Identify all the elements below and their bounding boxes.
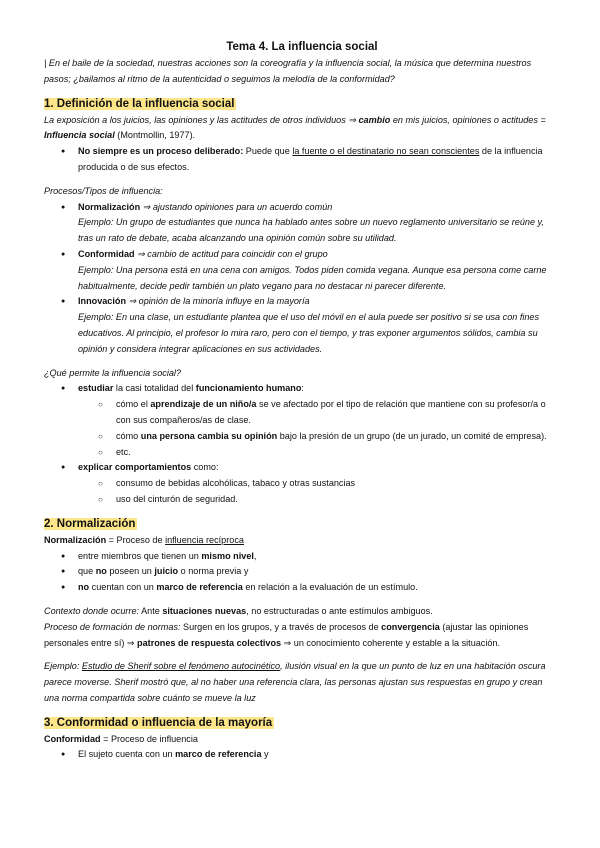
s2-definition: Normalización = Proceso de influencia recíproca (44, 534, 244, 545)
list-item: ● No siempre es un proceso deliberado: Puede que la fuente o el destinatario no sean conscientes de la influencia producida o de sus efectos. (44, 144, 560, 176)
tipos-list (44, 200, 560, 358)
sub-list-item: ○ cómo el aprendizaje de un niño/a se ve afectado por el tipo de relación que mantiene con su profesor/a o con sus compañeros/as de clase. (44, 397, 560, 429)
list-item: ● El sujeto cuenta con un marco de referencia y (44, 747, 560, 763)
s1-bullet-list (44, 144, 560, 176)
tipos-label: Procesos/Tipos de influencia: (44, 185, 163, 196)
list-item: ● no cuentan con un marco de referencia en relación a la evaluación de un estímulo. (44, 580, 560, 596)
s2-example: Ejemplo: Estudio de Sherif sobre el fenómeno autocinético, ilusión visual en la que un punto de luz en una habitación oscura parece moverse. Sherif mostró que, al no haber una referencia clara, las personas ajustan sus respuestas en grupo y crean una norma compartida sobre cuánto se mueve la luz (44, 661, 546, 703)
sub-list (44, 397, 560, 460)
permite-list (44, 381, 560, 507)
list-item: ● Innovación ⇒ opinión de la minoría influye en la mayoría Ejemplo: En una clase, un estudiante plantea que el uso del móvil en el aula puede ser positivo si se usa con fines educativos. Al principio, el profesor lo mira raro, pero con el tiempo, y tras exponer argumentos sólidos, cambia su opinión y considera integrar aplicaciones en sus actividades. (44, 294, 560, 357)
example-text: Ejemplo: En una clase, un estudiante plantea que el uso del móvil en el aula puede ser positivo si se usa con fines educativos. Al principio, el profesor lo mira raro, pero con el tiempo, y tras exponer argumentos sólidos, cambia su opinión y considera integrar aplicaciones en sus actividades. (78, 312, 540, 354)
section-3-heading: 3. Conformidad o influencia de la mayoría (44, 716, 273, 729)
sub-list-item: ○ consumo de bebidas alcohólicas, tabaco y otras sustancias (44, 476, 560, 492)
list-item: ● explicar comportamientos como: ○ consumo de bebidas alcohólicas, tabaco y otras sustancias ○ uso del cinturón de seguridad. (44, 460, 560, 507)
page-title: Tema 4. La influencia social (226, 41, 378, 53)
document-page (44, 40, 560, 763)
list-item: ● estudiar la casi totalidad del funcionamiento humano: ○ cómo el aprendizaje de un niño/a se ve afectado por el tipo de relación que mantiene con su profesor/a o con sus compañeros/as de clase. ○ cómo una persona cambia su opinión bajo la presión de un grupo (de un jurado, un comité de empresa). ○ etc. (44, 381, 560, 460)
s2-formation: Proceso de formación de normas: Surgen en los grupos, y a través de procesos de convergencia (ajustar las opiniones personales entre sí) ⇒ patrones de respuesta colectivos ⇒ un conocimiento coherente y estable a la situación. (44, 621, 529, 648)
s3-definition: Conformidad = Proceso de influencia (44, 733, 198, 744)
sub-list (44, 476, 560, 508)
list-item: ● que no poseen un juicio o norma previa y (44, 564, 560, 580)
s1-definition: La exposición a los juicios, las opiniones y las actitudes de otros individuos ⇒ cambio en mis juicios, opiniones o actitudes = Influencia social (Montmollin, 1977). (44, 114, 546, 141)
sub-list-item: ○ etc. (44, 445, 560, 461)
sub-list-item: ○ cómo una persona cambia su opinión bajo la presión de un grupo (de un jurado, un comité de empresa). (44, 429, 560, 445)
list-item: ● Conformidad ⇒ cambio de actitud para coincidir con el grupo Ejemplo: Una persona está en una cena con amigos. Todos piden comida vegana. Aunque esa persona come carne habitualmente, decide pedir también un plato vegano para no destacar ni parecer diferente. (44, 247, 560, 294)
list-item: ● entre miembros que tienen un mismo nivel, (44, 549, 560, 565)
example-text: Ejemplo: Una persona está en una cena con amigos. Todos piden comida vegana. Aunque esa persona come carne habitualmente, decide pedir también un plato vegano para no destacar ni parecer diferente. (78, 264, 547, 291)
section-2-heading: 2. Normalización (44, 517, 136, 530)
list-item: ● Normalización ⇒ ajustando opiniones para un acuerdo común Ejemplo: Un grupo de estudiantes que nunca ha hablado antes sobre un nuevo reglamento universitario se reúne y, tras un rato de debate, acaba alcanzando una opinión común sobre su utilidad. (44, 200, 560, 247)
s3-bullet-list (44, 747, 560, 763)
intro-quote: | En el baile de la sociedad, nuestras acciones son la coreografía y la influencia social, la música que determina nuestros pasos; ¿bailamos al ritmo de la autenticidad o seguimos la melodía de la conformidad? (44, 58, 532, 84)
s2-context: Contexto donde ocurre: Ante situaciones nuevas, no estructuradas o ante estímulos ambiguos. (44, 605, 433, 616)
example-text: Ejemplo: Un grupo de estudiantes que nunca ha hablado antes sobre un nuevo reglamento universitario se reúne y, tras un rato de debate, acaba alcanzando una opinión común sobre su utilidad. (78, 217, 544, 244)
s2-bullet-list (44, 549, 560, 596)
sub-list-item: ○ uso del cinturón de seguridad. (44, 492, 560, 508)
permite-label: ¿Qué permite la influencia social? (44, 367, 181, 378)
section-1-heading: 1. Definición de la influencia social (44, 97, 235, 110)
